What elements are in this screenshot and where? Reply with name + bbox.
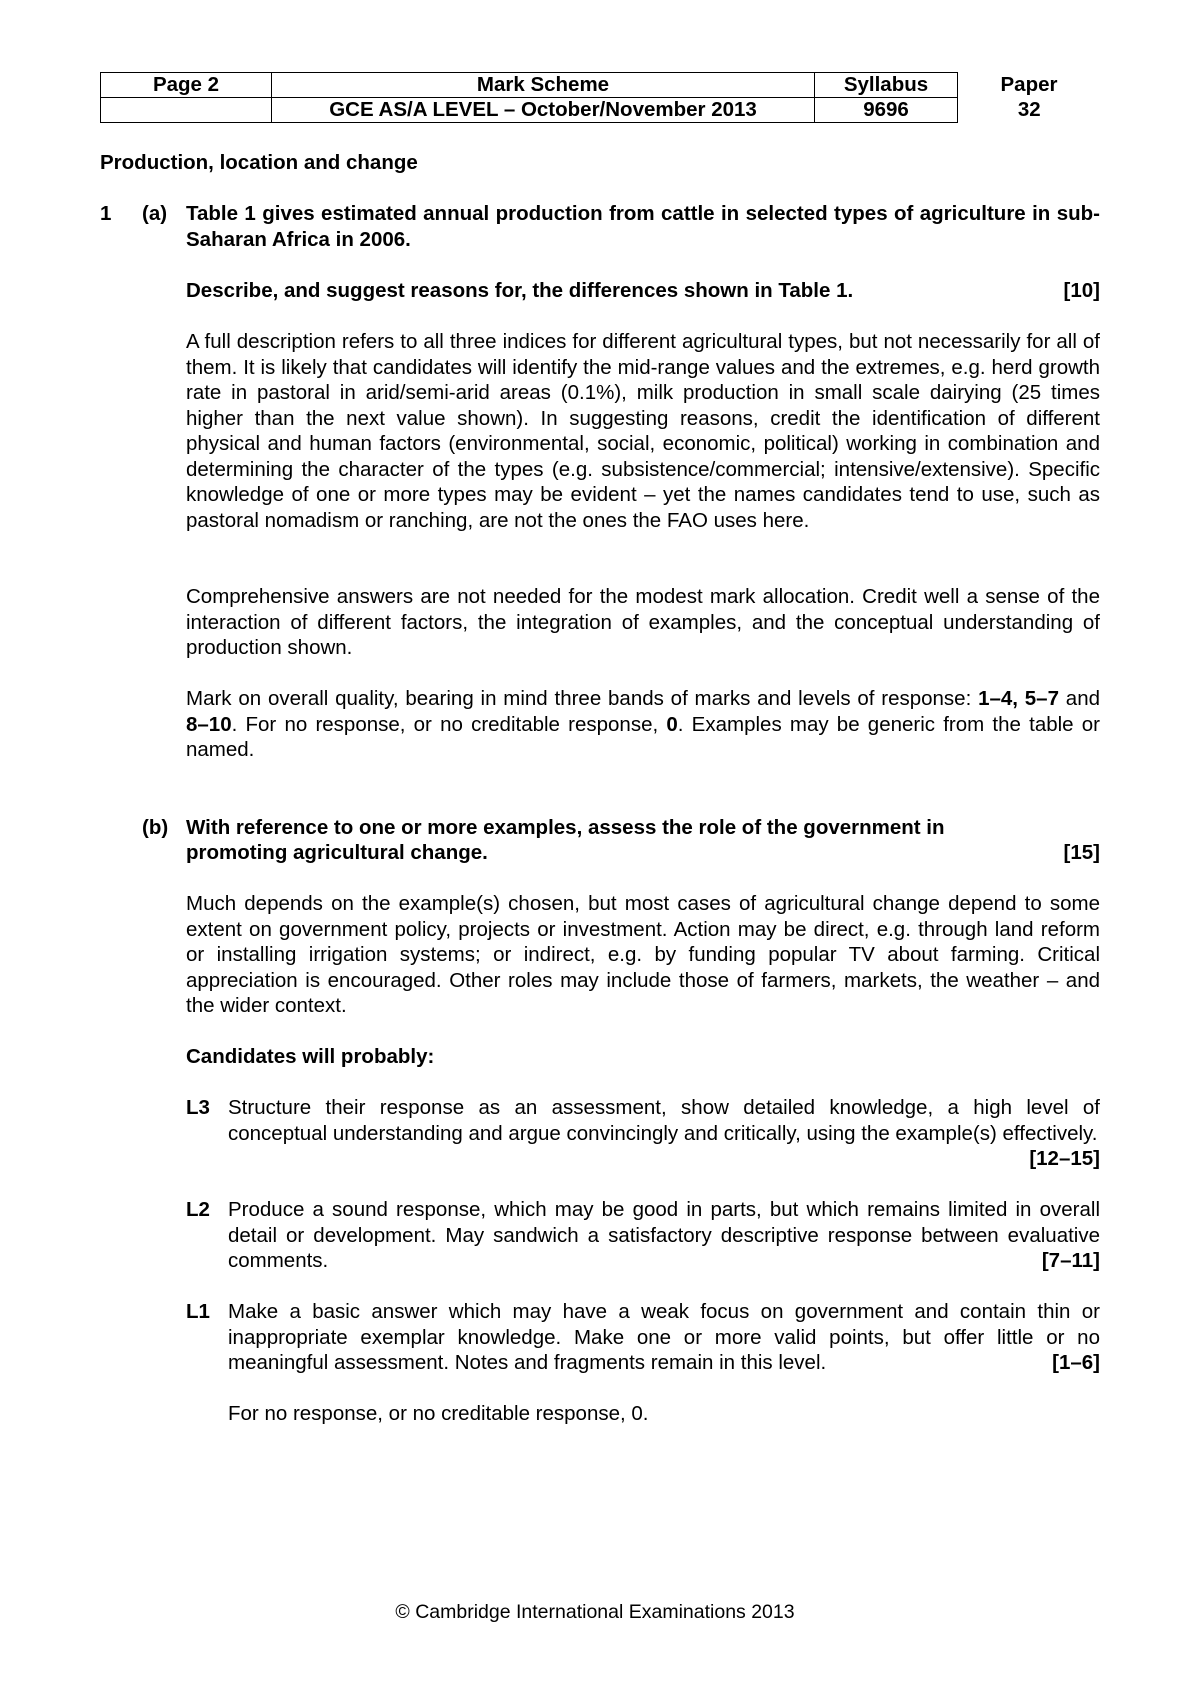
band-1: 1–4, bbox=[978, 687, 1018, 710]
part-a-stem: Table 1 gives estimated annual production from cattle in selected types of agriculture in sub-Saharan Africa in 2006. bbox=[186, 202, 1100, 251]
level-l1 bbox=[228, 1299, 1100, 1376]
header-mark-scheme: Mark Scheme bbox=[272, 73, 815, 98]
level-l2-marks: [7–11] bbox=[1041, 1249, 1100, 1272]
part-a-task: Describe, and suggest reasons for, the differences shown in Table 1. bbox=[186, 279, 854, 302]
part-b-stem-line-1: With reference to one or more examples, assess the role of the government in bbox=[186, 816, 945, 839]
header-paper-number: 32 bbox=[1017, 98, 1041, 121]
part-a-task-line bbox=[186, 278, 1100, 304]
header-paper: Paper bbox=[1000, 73, 1058, 96]
header-empty-cell bbox=[101, 98, 272, 123]
part-a-paragraph-2: Comprehensive answers are not needed for the modest mark allocation. Credit well a sense of the interaction of different factors, the integration of examples, and the conceptual understanding of production shown. bbox=[186, 585, 1100, 659]
level-l2 bbox=[228, 1197, 1100, 1274]
part-b-label: (b) bbox=[142, 816, 169, 839]
no-response-note: For no response, or no creditable response, 0. bbox=[228, 1402, 649, 1425]
p3-text-end: . Examples may be generic from the table or named. bbox=[186, 712, 1100, 761]
level-l3-text: Structure their response as an assessment, show detailed knowledge, a high level of conceptual understanding and argue convincingly and critically, using the example(s) effectively. bbox=[228, 1096, 1100, 1145]
candidates-heading: Candidates will probably: bbox=[186, 1045, 435, 1068]
part-a-paragraph-1: A full description refers to all three indices for different agricultural types, but not necessarily for all of them. It is likely that candidates will identify the mid-range values and the extremes, e.g. herd growth rate in pastoral in arid/semi-arid areas (0.1%), milk production in small scale dairying (25 times higher than the next value shown). In suggesting reasons, credit the identification of different physical and human factors (environmental, social, economic, political) working in combination and determining the character of the types (e.g. subsistence/commercial; intensive/extensive). Specific knowledge of one or more types may be evident – yet the names candidates tend to use, such as pastoral nomadism or ranching, are not the ones the FAO uses here. bbox=[186, 330, 1100, 532]
part-b-stem-line-2: promoting agricultural change. bbox=[186, 841, 488, 864]
part-b-stem-line-2-row bbox=[186, 840, 1100, 866]
p3-text-start: Mark on overall quality, bearing in mind three bands of marks and levels of response: bbox=[186, 687, 979, 710]
level-l1-text: Make a basic answer which may have a weak focus on government and contain thin or inappropriate exemplar knowledge. Make one or more valid points, but offer little or no meaningful assessment. Notes and fragments remain in this level. bbox=[228, 1300, 1100, 1374]
part-b-marks: [15] bbox=[1063, 841, 1100, 864]
level-l3-marks: [12–15] bbox=[1029, 1147, 1100, 1170]
level-l3 bbox=[228, 1095, 1100, 1172]
level-label-l1: L1 bbox=[186, 1300, 210, 1323]
band-3: 8–10 bbox=[186, 712, 232, 736]
band-2: 5–7 bbox=[1024, 687, 1059, 710]
header-syllabus: Syllabus bbox=[815, 73, 958, 98]
header-page: Page 2 bbox=[101, 73, 272, 98]
header-table bbox=[100, 72, 1101, 123]
p3-and: and bbox=[1059, 687, 1100, 710]
zero-mark: 0 bbox=[666, 712, 678, 736]
level-l2-text: Produce a sound response, which may be good in parts, but which remains limited in overall detail or development. May sandwich a satisfactory descriptive response between evaluative comments. bbox=[228, 1198, 1100, 1272]
header-syllabus-code: 9696 bbox=[815, 98, 958, 123]
section-title: Production, location and change bbox=[100, 151, 418, 174]
part-a-marks: [10] bbox=[1063, 279, 1100, 302]
header-exam: GCE AS/A LEVEL – October/November 2013 bbox=[272, 98, 815, 123]
level-label-l3: L3 bbox=[186, 1096, 210, 1119]
part-a-paragraph-3 bbox=[186, 686, 1100, 763]
level-l1-marks: [1–6] bbox=[1052, 1351, 1100, 1374]
copyright-footer: © Cambridge International Examinations 2013 bbox=[395, 1601, 795, 1623]
part-b-paragraph-1: Much depends on the example(s) chosen, but most cases of agricultural change depend to some extent on government policy, projects or investment. Action may be direct, e.g. through land reform or installing irrigation systems; or indirect, e.g. by funding popular TV about farming. Critical appreciation is encouraged. Other roles may include those of farmers, markets, the weather – and the wider context. bbox=[186, 892, 1100, 1017]
question-number: 1 bbox=[100, 202, 112, 225]
p3-text-mid: . For no response, or no creditable response, bbox=[231, 712, 667, 736]
part-a-label: (a) bbox=[142, 202, 168, 225]
level-label-l2: L2 bbox=[186, 1198, 210, 1221]
